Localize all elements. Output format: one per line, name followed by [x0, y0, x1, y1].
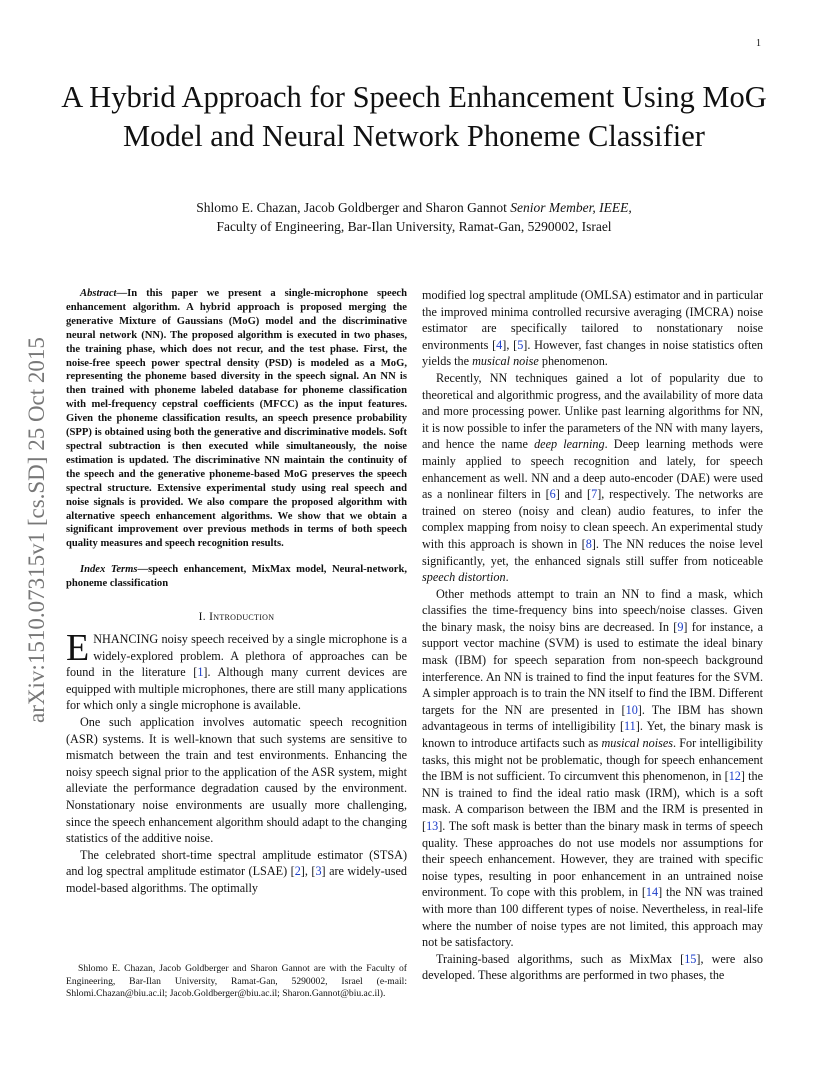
section-heading-introduction: I. Introduction — [198, 611, 275, 624]
right-paragraph-3 — [422, 586, 763, 951]
citation-link[interactable]: 1 — [197, 665, 204, 680]
footnote: Shlomo E. Chazan, Jacob Goldberger and Sharon Gannot are with the Faculty of Engineering, Bar-Ilan University, Ramat-Gan, 5290002, Israel (e-mail: Shlomi.Chazan@biu.ac.il; Jacob.Goldberger@biu.ac.il; Sharon.Gannot@biu.ac.il). — [66, 963, 407, 1000]
body-text: ], [ — [502, 337, 518, 352]
body-text: Recently, NN techniques gained a lot of popularity due to theoretical and algorithmic progress, and the availability of more data and more processing power. Unlike past learning algorithms for NN, it is now possible to infer the parameters of the NN with many layers, and hence the name — [422, 370, 763, 452]
citation-link[interactable]: 13 — [426, 819, 439, 833]
right-paragraph-4 — [422, 951, 763, 984]
body-text: ] for instance, a support vector machine (SVM) is used to estimate the ideal binary mask (IBM) for speech separation from non-speech background interference. An NN is trained to find the input features for the SVM. A simpler approach is to train the NN itself to find the IBM. Different targets for the NN are presented in [ — [422, 619, 763, 717]
emphasis: musical noises — [601, 736, 674, 751]
emphasis: speech distortion — [422, 570, 506, 585]
citation-link[interactable]: 5 — [517, 337, 524, 352]
page-number: 1 — [756, 38, 761, 49]
author-membership: Senior Member, IEEE, — [510, 200, 632, 215]
body-text: ]. The soft mask is better than the binary mask in terms of speech quality. These approaches do not use models nor assumptions for their speech enhancement. However, they are trained with specific noise types, resulting in poor enhancement in an untrained noise environment. To cope with this problem, in [ — [422, 819, 763, 900]
abstract-text: —In this paper we present a single-microphone speech enhancement algorithm. A hybrid approach is proposed merging the generative Mixture of Gaussians (MoG) model and the discriminative neural network (NN). The proposed algorithm is executed in two phases, the training phase, which does not recur, and the test phase. First, the noise-free speech power spectral density (PSD) is modeled as a MoG, representing the phoneme based diversity in the speech signal. An NN is then trained with phoneme labeled database for phoneme classification with mel-frequency cepstral coefficients (MFCC) as the input features. Given the phoneme classification results, an speech presence probability (SPP) is obtained using both the generative and discriminative models. Soft spectral subtraction is then executed while simultaneously, the noise estimation is updated. The discriminative NN maintain the continuity of the speech and the generative phoneme-based MoG preserves the speech spectral structure. Extensive experimental study using real speech and noise signals is provided. We also compare the proposed algorithm with alternative speech enhancement algorithms. We show that we obtain a significant improvement over previous methods in terms of both speech quality measures and speech recognition results. — [66, 288, 407, 550]
citation-link[interactable]: 12 — [728, 769, 741, 784]
body-text: ]. Yet, the binary mask is known to introduce artifacts such as — [422, 719, 763, 751]
arxiv-stamp[interactable]: arXiv:1510.07315v1 [cs.SD] 25 Oct 2015 — [24, 337, 49, 723]
index-terms — [66, 563, 407, 591]
citation-link[interactable]: 4 — [496, 337, 503, 352]
intro-paragraph-2: One such application involves automatic speech recognition (ASR) systems. It is well-known that such systems are sensitive to mismatch between the train and test environments. Enhancing the noisy speech signal prior to the application of the ASR system, might alleviate the performance degradation caused by the environment. Nonstationary noise environments are usually more challenging, since the speech enhancement algorithm should adapt to the changing statistics of the additive noise. — [66, 715, 407, 846]
intro-text: ]. Although many current devices are equipped with multiple microphones, there are still many applications for which only a single microphone is available. — [66, 665, 407, 713]
body-text: . Deep learning methods were mainly applied to speech recognition and lately, for speech enhancement as well. NN and a deep auto-encoder (DAE) were used as a nonlinear filters in [ — [422, 437, 763, 502]
abstract-label: Abstract — [80, 288, 117, 299]
right-column — [422, 287, 763, 984]
citation-link[interactable]: 10 — [625, 702, 638, 717]
citation-link[interactable]: 7 — [591, 487, 598, 502]
paper-title: A Hybrid Approach for Speech Enhancement Using MoG Model and Neural Network Phoneme Classifier — [61, 80, 767, 153]
citation-link[interactable]: 11 — [624, 719, 636, 734]
citation-link[interactable]: 9 — [677, 619, 684, 634]
abstract — [66, 287, 407, 551]
right-paragraph-1 — [422, 287, 763, 370]
index-terms-text: —speech enhancement, MixMax model, Neural-network, phoneme classification — [66, 564, 407, 590]
intro-paragraph-1 — [66, 627, 407, 714]
intro-text: The celebrated short-time spectral amplitude estimator (STSA) and log spectral amplitude estimator (LSAE) [ — [66, 847, 407, 879]
author-line — [40, 198, 788, 217]
body-text: . — [505, 570, 509, 585]
author-names: Shlomo E. Chazan, Jacob Goldberger and Sharon Gannot — [196, 200, 507, 215]
emphasis: deep learning — [534, 437, 605, 452]
citation-link[interactable]: 15 — [684, 951, 697, 966]
body-text: ], respectively. The networks are trained on stereo (noisy and clean) audio features, to infer the complex mapping from noisy to clean speech. An experimental study with this approach is shown in [ — [422, 487, 763, 551]
citation-link[interactable]: 8 — [585, 536, 592, 551]
author-block — [40, 198, 788, 236]
body-text: ] the NN is trained to find the ideal ratio mask (IRM), which is a soft mask. A comparison between the IBM and the IRM is presented in [ — [422, 769, 764, 833]
left-column — [66, 287, 407, 897]
intro-lead: NHANCING — [93, 632, 159, 647]
body-text: ]. The IBM has shown advantageous in terms of intelligibility [ — [422, 702, 763, 734]
body-text: phenomenon. — [538, 354, 608, 369]
body-text: modified log spectral amplitude (OMLSA) estimator and in particular the improved minima controlled recursive averaging (IMCRA) noise estimator are specifically tailored to nonstationary noise environments [ — [422, 288, 763, 352]
intro-text: ], [ — [300, 864, 316, 879]
index-terms-label: Index Terms — [80, 564, 138, 576]
author-affiliation: Faculty of Engineering, Bar-Ilan University, Ramat-Gan, 5290002, Israel — [216, 219, 612, 234]
body-text: ], were also developed. These algorithms are performed in two phases, the — [422, 951, 763, 983]
right-paragraph-2 — [422, 370, 763, 586]
citation-link[interactable]: 2 — [294, 864, 301, 879]
body-text: ] and [ — [555, 487, 592, 502]
citation-link[interactable]: 3 — [315, 864, 322, 879]
body-text: ] the NN was trained with more than 100 different types of noise. Nevertheless, in real-life where the number of noise types are not limited, this approach may not be satisfactory. — [422, 885, 764, 950]
intro-text: noisy speech received by a single microphone is a widely-explored problem. A plethora of approaches can be found in the literature [ — [66, 632, 407, 680]
drop-cap: E — [66, 627, 90, 670]
body-text: Other methods attempt to train an NN to find a mask, which classifies the time-frequency bins into speech/noise classes. Given the binary mask, the noisy bins are decreased. In [ — [422, 586, 763, 634]
body-text: ]. The NN reduces the noise level significantly, yet, the enhanced signals still suffer from noticeable — [422, 536, 764, 568]
emphasis: musical noise — [472, 354, 539, 369]
body-text: . For intelligibility tasks, this might not be problematic, though for speech enhancement the IBM is not sufficient. To circumvent this phenomenon, in [ — [422, 736, 764, 784]
intro-paragraph-3 — [66, 847, 407, 897]
citation-link[interactable]: 6 — [549, 487, 556, 502]
body-text: ]. However, fast changes in noise statistics often yields the — [422, 337, 764, 369]
citation-link[interactable]: 14 — [645, 885, 659, 900]
intro-text: ] are widely-used model-based algorithms. The optimally — [66, 864, 407, 895]
body-text: Training-based algorithms, such as MixMax [ — [436, 951, 685, 966]
